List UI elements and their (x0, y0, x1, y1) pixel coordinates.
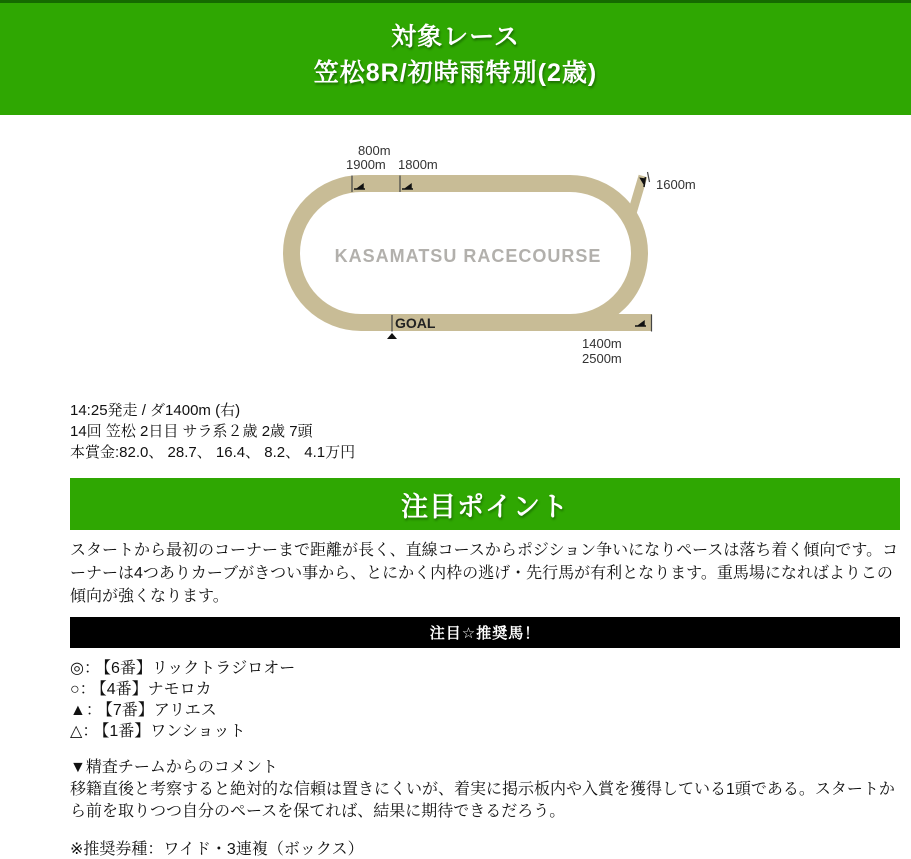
recommended-horses-title: 注目☆推奨馬！ (429, 625, 541, 642)
pick-mark: △ (70, 723, 83, 740)
goal-label: GOAL (395, 315, 436, 331)
attention-point-banner (70, 478, 900, 530)
pick-row (70, 659, 900, 679)
pick-separator: ： (79, 681, 96, 698)
course-name-label: KASAMATSU RACECOURSE (334, 246, 602, 266)
recommended-horses-banner (70, 617, 900, 648)
team-comment-body: 移籍直後と考察すると絶対的な信頼は置きにくいが、着実に掲示板内や入賞を獲得している1頭である。スタートから前を取りつつ自分のペースを保てれば、結果に期待できるだろう。 (70, 781, 895, 820)
header-title: 対象レース (391, 23, 520, 51)
pick-horse-name: 【4番】ナモロカ (98, 681, 212, 698)
track-label-1800m: 1800m (398, 157, 438, 172)
header-race-name: 笠松8R/初時雨特別(2歳) (313, 59, 598, 87)
goal-marker-icon (387, 333, 397, 339)
race-info-meeting: 14回 笠松 2日目 サラ系２歳 2歳 7頭 (70, 423, 313, 440)
race-info-prize: 本賞金:82.0、 28.7、 16.4、 8.2、 4.1万円 (70, 444, 356, 461)
pick-mark: ▲ (70, 702, 86, 719)
pick-separator: ： (85, 702, 102, 719)
pick-row (70, 722, 900, 742)
pick-mark: ◎ (70, 660, 84, 677)
race-info (70, 400, 900, 463)
track-label-2500m: 2500m (582, 351, 622, 366)
pick-row (70, 680, 900, 700)
track-label-1600m: 1600m (656, 177, 696, 192)
attention-point-body: スタートから最初のコーナーまで距離が長く、直線コースからポジション争いになりペースは落ち着く傾向です。コーナーは4つありカーブがきつい事から、とにかく内枠の逃げ・先行馬が有利となります。重馬場になればよりこの傾向が強くなります。 (70, 542, 899, 605)
pick-separator: ： (82, 723, 99, 740)
recommended-bet-type-note: ※推奨券種：ワイド・3連複（ボックス） (70, 841, 364, 858)
pick-separator: ： (83, 660, 100, 677)
track-1600m-chute (630, 176, 643, 220)
course-diagram (70, 138, 900, 373)
pick-horse-name: 【1番】ワンショット (101, 723, 246, 740)
attention-point-title: 注目ポイント (401, 491, 569, 522)
track-label-800m: 800m (358, 143, 391, 158)
pick-horse-name: 【6番】リックトラジロオー (102, 660, 296, 677)
race-info-time-distance: 14:25発走 / ダ1400m (右) (70, 402, 241, 419)
track-label-1400m: 1400m (582, 336, 622, 351)
pick-row (70, 701, 900, 721)
team-comment-title: ▼精査チームからのコメント (70, 759, 278, 776)
tick-1600 (648, 172, 650, 182)
page-header (0, 0, 911, 115)
racecourse-map (278, 138, 718, 373)
picks-list (70, 659, 900, 742)
main-content (70, 138, 900, 859)
track-label-1900m: 1900m (346, 157, 386, 172)
pick-horse-name: 【7番】アリエス (104, 702, 217, 719)
pick-mark: ○ (70, 681, 80, 698)
